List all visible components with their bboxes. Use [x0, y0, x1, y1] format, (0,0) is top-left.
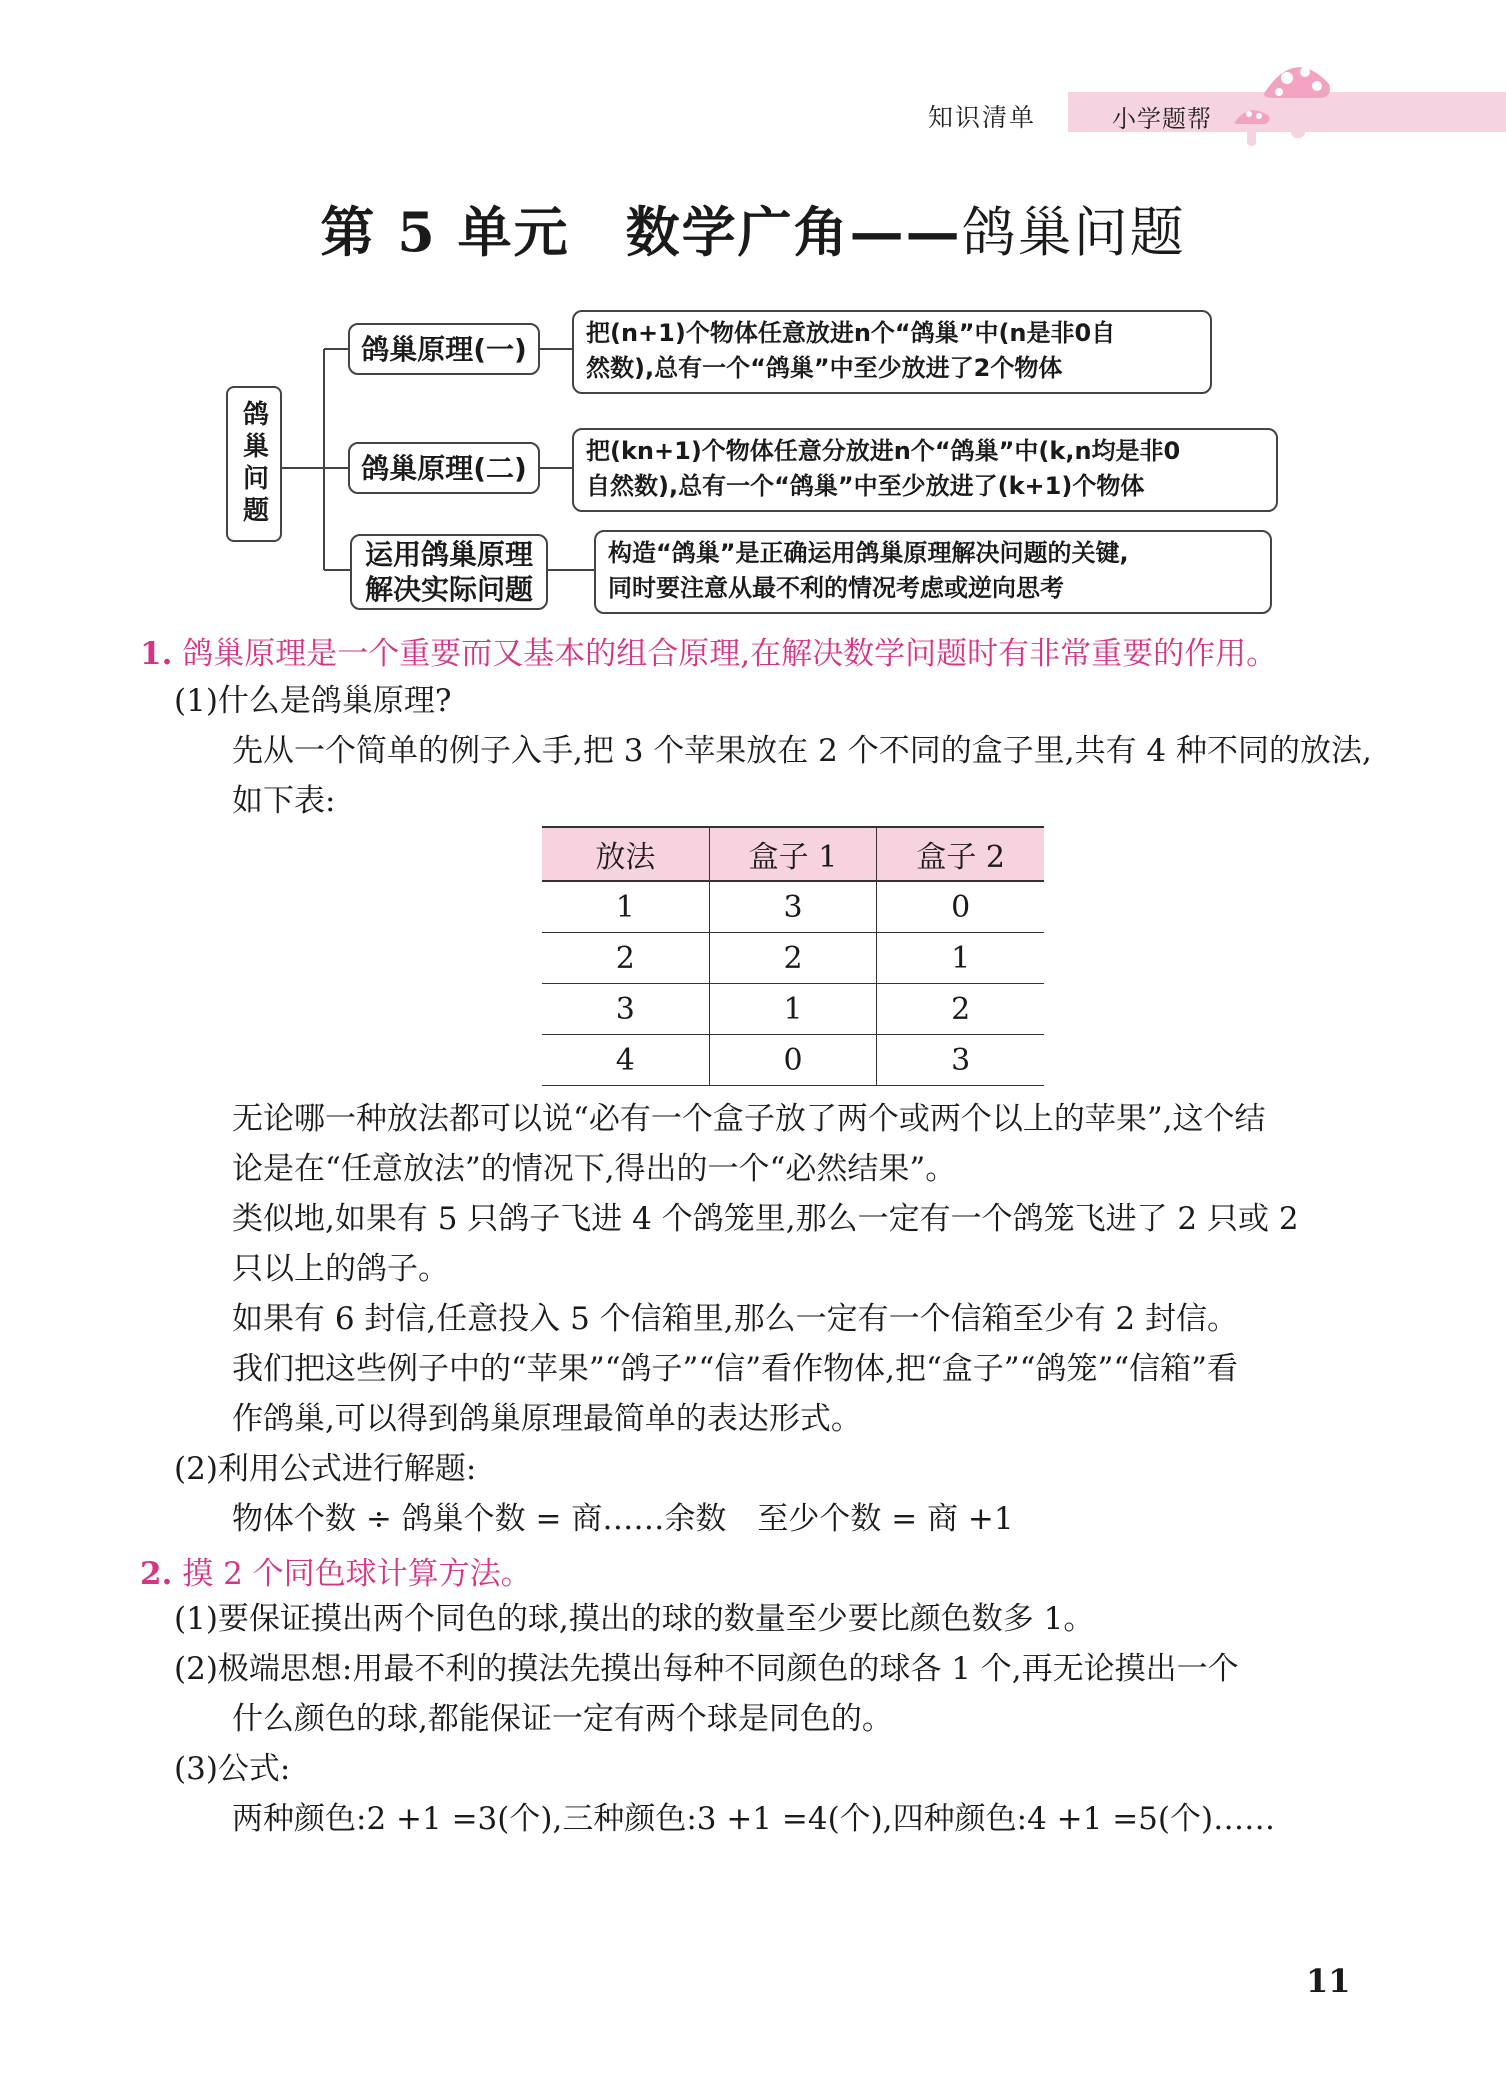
table-cell: 1	[542, 881, 709, 933]
mindmap-branch-2: 鸽巢原理(二)	[348, 442, 540, 494]
table-row	[542, 881, 1044, 933]
table-cell: 3	[709, 881, 877, 933]
section-2-line-2: (2)极端思想:用最不利的摸法先摸出每种不同颜色的球各 1 个,再无论摸出一个	[174, 1651, 1239, 1687]
section-1-heading: 1. 鸽巢原理是一个重要而又基本的组合原理,在解决数学问题时有非常重要的作用。	[140, 636, 1278, 672]
table-cell: 1	[877, 933, 1044, 984]
table-header-cell: 盒子 1	[709, 827, 877, 881]
table-header-row	[542, 827, 1044, 881]
section-1-formula: 物体个数 ÷ 鸽巢个数 = 商……余数 至少个数 = 商 +1	[232, 1501, 1014, 1537]
table-cell: 4	[542, 1035, 709, 1086]
table-cell: 2	[877, 984, 1044, 1035]
table-header-cell: 盒子 2	[877, 827, 1044, 881]
table-cell: 3	[877, 1035, 1044, 1086]
table-cell: 2	[709, 933, 877, 984]
header-brand: 小学题帮	[1112, 105, 1212, 133]
title-main: 第 5 单元 数学广角——	[320, 200, 962, 264]
placement-table	[542, 826, 1044, 1086]
mindmap-desc-1: 把(n+1)个物体任意放进n个“鸽巢”中(n是非0自 然数),总有一个“鸽巢”中至少放进了2个物体	[572, 310, 1212, 394]
mindmap-root: 鸽巢问题	[226, 386, 282, 542]
table-cell: 2	[542, 933, 709, 984]
section-2-line-1: (1)要保证摸出两个同色的球,摸出的球的数量至少要比颜色数多 1。	[174, 1601, 1095, 1637]
mindmap-desc-3: 构造“鸽巢”是正确运用鸽巢原理解决问题的关键, 同时要注意从最不利的情况考虑或逆向思考	[594, 530, 1272, 614]
mindmap-desc-2: 把(kn+1)个物体任意分放进n个“鸽巢”中(k,n均是非0 自然数),总有一个“鸽巢”中至少放进了(k+1)个物体	[572, 428, 1278, 512]
mindmap-branch-3: 运用鸽巢原理 解决实际问题	[350, 534, 548, 610]
section-2-line-5: 两种颜色:2 +1 =3(个),三种颜色:3 +1 =4(个),四种颜色:4 +1 =5(个)……	[232, 1801, 1276, 1837]
table-row	[542, 984, 1044, 1035]
section-1-intro: 先从一个简单的例子入手,把 3 个苹果放在 2 个不同的盒子里,共有 4 种不同的放法, 如下表:	[232, 733, 1372, 819]
table-cell: 0	[709, 1035, 877, 1086]
section-2-line-3: 什么颜色的球,都能保证一定有两个球是同色的。	[232, 1701, 893, 1737]
mindmap-branch-1: 鸽巢原理(一)	[348, 323, 540, 375]
section-2-heading: 2. 摸 2 个同色球计算方法。	[140, 1556, 532, 1592]
table-row	[542, 933, 1044, 984]
header-section: 知识清单	[928, 103, 1037, 132]
page-number: 11	[1306, 1962, 1351, 2000]
section-2-line-4: (3)公式:	[174, 1751, 291, 1787]
table-row	[542, 1035, 1044, 1086]
title-sub: 鸽巢问题	[961, 201, 1186, 264]
section-1-explanation: 无论哪一种放法都可以说“必有一个盒子放了两个或两个以上的苹果”,这个结 论是在“任意放法”的情况下,得出的一个“必然结果”。 类似地,如果有 5 只鸽子飞进 4 个鸽笼里,那么一定有一个鸽笼飞进了 2 只或 2 只以上的鸽子。 如果有 6 封信,任意投入 5 个信箱里,那么一定有一个信箱至少有 2 封信。 我们把这些例子中的“苹果”“鸽子”“信”看作物体,把“盒子”“鸽笼”“信箱”看 作鸽巢,可以得到鸽巢原理最简单的表达形式。	[232, 1101, 1299, 1437]
section-1-q2: (2)利用公式进行解题:	[174, 1451, 477, 1487]
table-header-cell: 放法	[542, 827, 709, 881]
section-1-q1: (1)什么是鸽巢原理?	[174, 683, 452, 719]
table-cell: 1	[709, 984, 877, 1035]
table-cell: 3	[542, 984, 709, 1035]
table-cell: 0	[877, 881, 1044, 933]
